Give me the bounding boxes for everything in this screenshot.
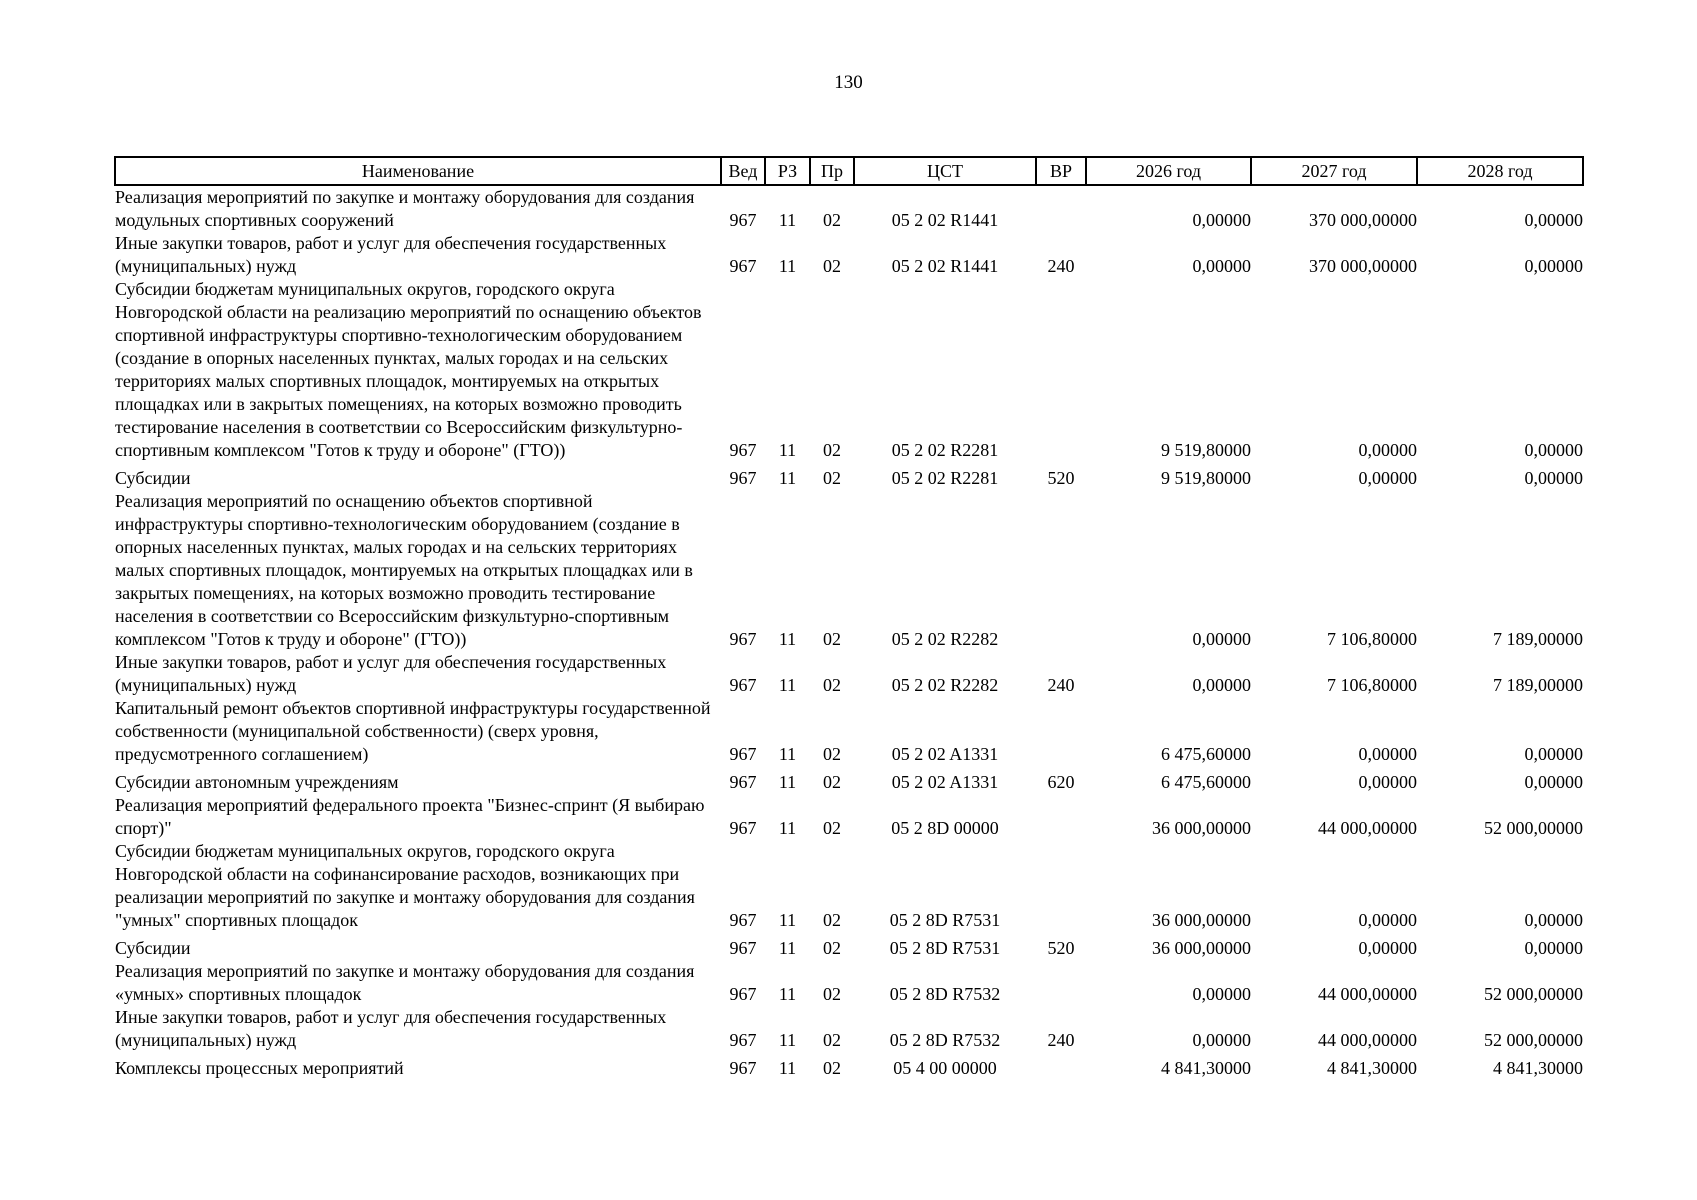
ved-cell: 967 xyxy=(729,744,757,764)
cst-cell: 05 2 02 R2281 xyxy=(891,468,999,488)
amount-2028-cell: 7 189,00000 xyxy=(1493,629,1583,649)
amount-2026-cell: 0,00000 xyxy=(1192,629,1251,649)
cst-cell: 05 2 02 R2281 xyxy=(891,440,999,460)
ved-cell: 967 xyxy=(729,772,757,792)
cst-cell: 05 2 8D R7531 xyxy=(889,910,1001,930)
amount-2028-cell: 0,00000 xyxy=(1524,910,1583,930)
vr-cell xyxy=(1036,697,1086,766)
table-body xyxy=(115,185,1583,1080)
ved-cell: 967 xyxy=(729,256,757,276)
rz-cell: 11 xyxy=(778,910,797,930)
vr-cell: 620 xyxy=(1047,772,1075,792)
table-row xyxy=(115,185,1583,232)
ved-cell: 967 xyxy=(729,629,757,649)
rz-cell: 11 xyxy=(778,818,797,838)
amount-2026-cell: 9 519,80000 xyxy=(1161,440,1251,460)
name-cell: Реализация мероприятий федерального проекта "Бизнес-спринт (Я выбираю спорт)" xyxy=(115,795,705,838)
pr-cell: 02 xyxy=(823,818,841,838)
vr-cell: 240 xyxy=(1047,256,1075,276)
amount-2028-cell: 0,00000 xyxy=(1524,772,1583,792)
amount-2027-cell: 44 000,00000 xyxy=(1318,1030,1417,1050)
amount-2028-cell: 52 000,00000 xyxy=(1484,1030,1583,1050)
amount-2027-cell: 0,00000 xyxy=(1358,744,1417,764)
rz-cell: 11 xyxy=(778,772,797,792)
name-cell: Субсидии бюджетам муниципальных округов, городского округа Новгородской области на софинансирование расходов, возникающих при реализации мероприятий по закупке и монтажу оборудования для создания "умных" спортивных площадок xyxy=(115,841,695,930)
amount-2028-cell: 0,00000 xyxy=(1524,210,1583,230)
rz-cell: 11 xyxy=(778,468,797,488)
page-number: 130 xyxy=(834,72,863,93)
amount-2028-cell: 52 000,00000 xyxy=(1484,984,1583,1004)
table-row xyxy=(115,278,1583,462)
name-cell: Комплексы процессных мероприятий xyxy=(115,1058,404,1078)
table-row xyxy=(115,1052,1583,1080)
table-row xyxy=(115,232,1583,278)
amount-2027-cell: 0,00000 xyxy=(1358,468,1417,488)
name-cell: Капитальный ремонт объектов спортивной инфраструктуры государственной собственности (муниципальной собственности) (сверх уровня, предусмотренного соглашением) xyxy=(115,698,711,764)
amount-2027-cell: 0,00000 xyxy=(1358,910,1417,930)
vr-cell: 240 xyxy=(1047,675,1075,695)
cst-cell: 05 2 8D R7531 xyxy=(889,938,1001,958)
table-row xyxy=(115,766,1583,794)
header-row xyxy=(115,157,1583,185)
table-row xyxy=(115,1006,1583,1052)
cst-cell: 05 4 00 00000 xyxy=(893,1058,997,1078)
name-cell: Субсидии xyxy=(115,938,191,958)
name-cell: Реализация мероприятий по закупке и монтажу оборудования для создания модульных спортивных сооружений xyxy=(115,187,695,230)
amount-2026-cell: 36 000,00000 xyxy=(1152,938,1251,958)
rz-cell: 11 xyxy=(778,984,797,1004)
table-row xyxy=(115,490,1583,651)
rz-cell: 11 xyxy=(778,210,797,230)
header-vr: ВР xyxy=(1036,157,1086,185)
cst-cell: 05 2 02 R1441 xyxy=(891,256,999,276)
amount-2027-cell: 370 000,00000 xyxy=(1309,210,1417,230)
amount-2026-cell: 0,00000 xyxy=(1192,675,1251,695)
cst-cell: 05 2 02 R1441 xyxy=(891,210,999,230)
name-cell: Иные закупки товаров, работ и услуг для обеспечения государственных (муниципальных) нужд xyxy=(115,233,667,276)
header-2028: 2028 год xyxy=(1417,157,1583,185)
pr-cell: 02 xyxy=(823,984,841,1004)
cst-cell: 05 2 02 A1331 xyxy=(891,772,999,792)
pr-cell: 02 xyxy=(823,468,841,488)
amount-2027-cell: 370 000,00000 xyxy=(1309,256,1417,276)
pr-cell: 02 xyxy=(823,440,841,460)
ved-cell: 967 xyxy=(729,1058,757,1078)
table-row xyxy=(115,794,1583,840)
header-cst: ЦСТ xyxy=(854,157,1036,185)
table-row xyxy=(115,462,1583,490)
amount-2027-cell: 0,00000 xyxy=(1358,772,1417,792)
amount-2027-cell: 0,00000 xyxy=(1358,938,1417,958)
table-row xyxy=(115,651,1583,697)
cst-cell: 05 2 8D R7532 xyxy=(889,984,1001,1004)
vr-cell xyxy=(1036,794,1086,840)
ved-cell: 967 xyxy=(729,675,757,695)
name-cell: Иные закупки товаров, работ и услуг для обеспечения государственных (муниципальных) нужд xyxy=(115,1007,667,1050)
amount-2028-cell: 7 189,00000 xyxy=(1493,675,1583,695)
amount-2026-cell: 36 000,00000 xyxy=(1152,818,1251,838)
amount-2027-cell: 7 106,80000 xyxy=(1327,629,1417,649)
amount-2026-cell: 6 475,60000 xyxy=(1161,744,1251,764)
amount-2027-cell: 44 000,00000 xyxy=(1318,984,1417,1004)
vr-cell xyxy=(1036,490,1086,651)
ved-cell: 967 xyxy=(729,938,757,958)
cst-cell: 05 2 02 R2282 xyxy=(891,629,999,649)
pr-cell: 02 xyxy=(823,772,841,792)
pr-cell: 02 xyxy=(823,675,841,695)
header-pr: Пр xyxy=(810,157,854,185)
pr-cell: 02 xyxy=(823,256,841,276)
budget-table xyxy=(114,156,1584,1080)
amount-2026-cell: 36 000,00000 xyxy=(1152,910,1251,930)
vr-cell xyxy=(1036,840,1086,932)
ved-cell: 967 xyxy=(729,1030,757,1050)
vr-cell xyxy=(1036,960,1086,1006)
rz-cell: 11 xyxy=(778,938,797,958)
name-cell: Субсидии бюджетам муниципальных округов, городского округа Новгородской области на реализацию мероприятий по оснащению объектов спортивной инфраструктуры спортивно-технологическим оборудованием (создание в опорных населенных пунктах, малых городах и на сельских территориях малых спортивных площадок, монтируемых на открытых площадках или в закрытых помещениях, на которых возможно проводить тестирование населения в соответствии со Всероссийским физкультурно-спортивным комплексом "Готов к труду и обороне" (ГТО)) xyxy=(115,279,702,460)
ved-cell: 967 xyxy=(729,210,757,230)
amount-2026-cell: 0,00000 xyxy=(1192,984,1251,1004)
amount-2026-cell: 9 519,80000 xyxy=(1161,468,1251,488)
cst-cell: 05 2 8D 00000 xyxy=(891,818,999,838)
vr-cell xyxy=(1036,278,1086,462)
rz-cell: 11 xyxy=(778,629,797,649)
name-cell: Реализация мероприятий по закупке и монтажу оборудования для создания «умных» спортивных площадок xyxy=(115,961,695,1004)
pr-cell: 02 xyxy=(823,1030,841,1050)
rz-cell: 11 xyxy=(778,675,797,695)
amount-2028-cell: 0,00000 xyxy=(1524,468,1583,488)
ved-cell: 967 xyxy=(729,984,757,1004)
name-cell: Субсидии автономным учреждениям xyxy=(115,772,399,792)
amount-2028-cell: 0,00000 xyxy=(1524,440,1583,460)
pr-cell: 02 xyxy=(823,938,841,958)
pr-cell: 02 xyxy=(823,1058,841,1078)
pr-cell: 02 xyxy=(823,910,841,930)
amount-2026-cell: 4 841,30000 xyxy=(1161,1058,1251,1078)
header-2026: 2026 год xyxy=(1086,157,1251,185)
vr-cell xyxy=(1036,1052,1086,1080)
table-row xyxy=(115,840,1583,932)
amount-2027-cell: 4 841,30000 xyxy=(1327,1058,1417,1078)
rz-cell: 11 xyxy=(778,744,797,764)
vr-cell: 520 xyxy=(1047,468,1075,488)
rz-cell: 11 xyxy=(778,1030,797,1050)
name-cell: Иные закупки товаров, работ и услуг для обеспечения государственных (муниципальных) нужд xyxy=(115,652,667,695)
amount-2028-cell: 52 000,00000 xyxy=(1484,818,1583,838)
table-row xyxy=(115,697,1583,766)
cst-cell: 05 2 02 R2282 xyxy=(891,675,999,695)
amount-2028-cell: 0,00000 xyxy=(1524,938,1583,958)
ved-cell: 967 xyxy=(729,910,757,930)
pr-cell: 02 xyxy=(823,210,841,230)
ved-cell: 967 xyxy=(729,818,757,838)
vr-cell: 240 xyxy=(1047,1030,1075,1050)
amount-2026-cell: 0,00000 xyxy=(1192,256,1251,276)
amount-2027-cell: 7 106,80000 xyxy=(1327,675,1417,695)
ved-cell: 967 xyxy=(729,468,757,488)
header-name: Наименование xyxy=(115,157,721,185)
amount-2026-cell: 0,00000 xyxy=(1192,210,1251,230)
amount-2026-cell: 6 475,60000 xyxy=(1161,772,1251,792)
vr-cell: 520 xyxy=(1047,938,1075,958)
amount-2028-cell: 4 841,30000 xyxy=(1493,1058,1583,1078)
vr-cell xyxy=(1036,185,1086,232)
name-cell: Субсидии xyxy=(115,468,191,488)
table-row xyxy=(115,960,1583,1006)
rz-cell: 11 xyxy=(778,256,797,276)
header-rz: РЗ xyxy=(765,157,810,185)
rz-cell: 11 xyxy=(778,440,797,460)
amount-2028-cell: 0,00000 xyxy=(1524,256,1583,276)
amount-2028-cell: 0,00000 xyxy=(1524,744,1583,764)
amount-2026-cell: 0,00000 xyxy=(1192,1030,1251,1050)
rz-cell: 11 xyxy=(778,1058,797,1078)
pr-cell: 02 xyxy=(823,744,841,764)
table-row xyxy=(115,932,1583,960)
cst-cell: 05 2 8D R7532 xyxy=(889,1030,1001,1050)
amount-2027-cell: 44 000,00000 xyxy=(1318,818,1417,838)
name-cell: Реализация мероприятий по оснащению объектов спортивной инфраструктуры спортивно-технологическим оборудованием (создание в опорных населенных пунктах, малых городах и на сельских территориях малых спортивных площадок, монтируемых на открытых площадках или в закрытых помещениях, на которых возможно проводить тестирование населения в соответствии со Всероссийским физкультурно-спортивным комплексом "Готов к труду и обороне" (ГТО)) xyxy=(115,491,693,649)
header-ved: Вед xyxy=(721,157,765,185)
cst-cell: 05 2 02 A1331 xyxy=(891,744,999,764)
pr-cell: 02 xyxy=(823,629,841,649)
amount-2027-cell: 0,00000 xyxy=(1358,440,1417,460)
ved-cell: 967 xyxy=(729,440,757,460)
header-2027: 2027 год xyxy=(1251,157,1417,185)
